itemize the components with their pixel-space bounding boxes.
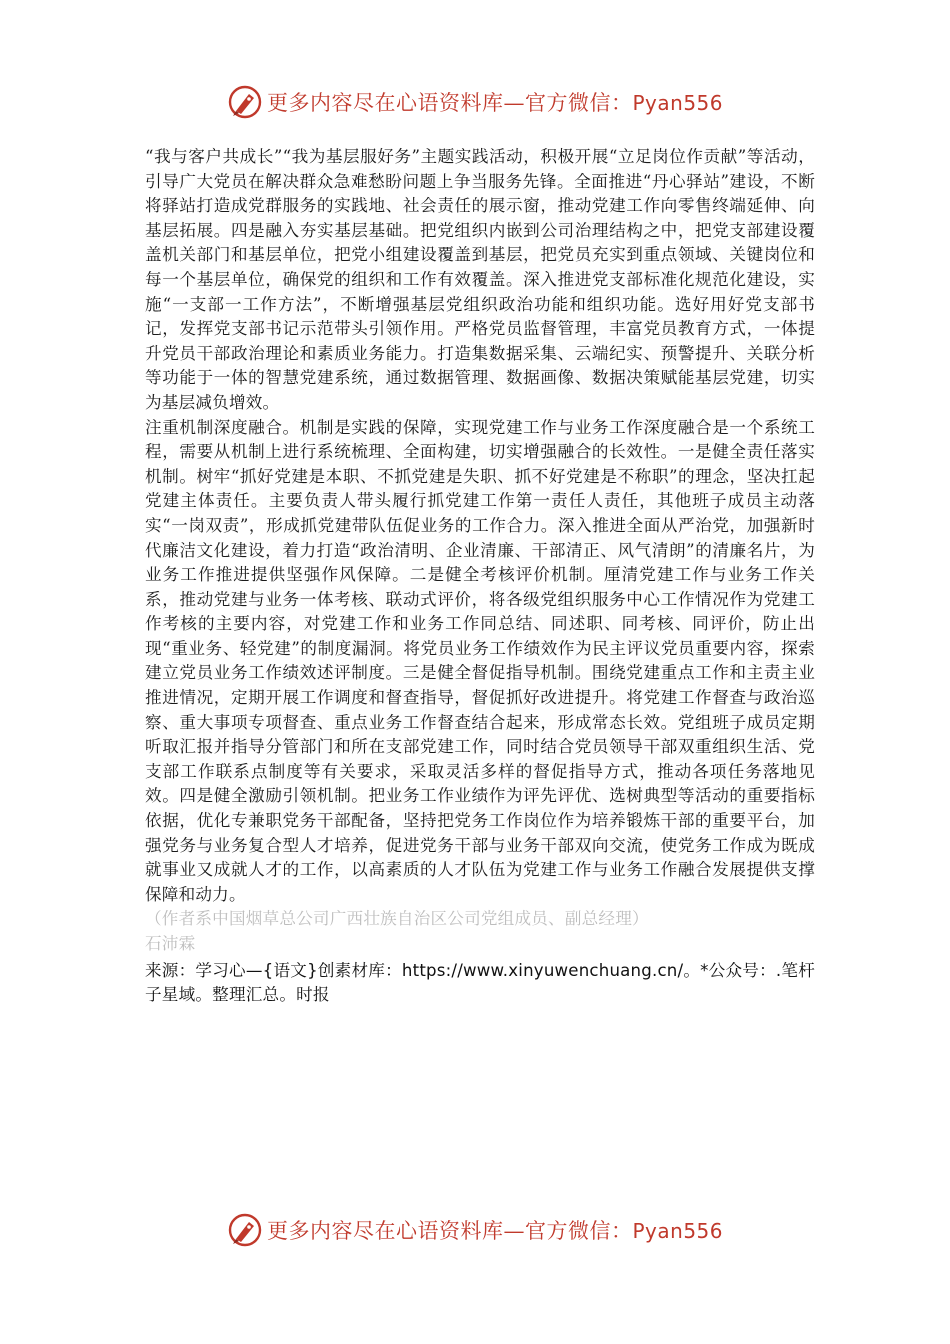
footer-banner-inner <box>227 1212 723 1248</box>
source-line: 来源：学习心—{语文}创素材库：https://www.xinyuwenchuang.cn/。*公众号：.笔杆子星域。整理汇总。时报 <box>145 960 815 1005</box>
paragraph-2: 注重机制深度融合。机制是实践的保障，实现党建工作与业务工作深度融合是一个系统工程，需要从机制上进行系统梳理、全面构建，切实增强融合的长效性。一是健全责任落实机制。树牢“抓好党建是本职、不抓党建是失职、抓不好党建是不称职”的理念，坚决扛起党建主体责任。主要负责人带头履行抓党建工作第一责任人责任，其他班子成员主动落实“一岗双责”，形成抓党建带队伍促业务的工作合力。深入推进全面从严治党，加强新时代廉洁文化建设，着力打造“政治清明、企业清廉、干部清正、风气清朗”的清廉名片，为业务工作推进提供坚强作风保障。二是健全考核评价机制。厘清党建工作与业务工作关系，推动党建与业务一体考核、联动式评价，将各级党组织服务中心工作情况作为党建工作考核的主要内容，对党建工作和业务工作同总结、同述职、同考核、同评价，防止出现“重业务、轻党建”的制度漏洞。将党员业务工作绩效作为民主评议党员重要内容，探索建立党员业务工作绩效述评制度。三是健全督促指导机制。围绕党建重点工作和主责主业推进情况，定期开展工作调度和督查指导，督促抓好改进提升。将党建工作督查与政治巡察、重大事项专项督查、重点业务工作督查结合起来，形成常态长效。党组班子成员定期听取汇报并指导分管部门和所在支部党建工作，同时结合党员领导干部双重组织生活、党支部工作联系点制度等有关要求，采取灵活多样的督促指导方式，推动各项任务落地见效。四是健全激励引领机制。把业务工作业绩作为评先评优、选树典型等活动的重要指标依据，优化专兼职党务干部配备，坚持把党务工作岗位作为培养锻炼干部的重要平台，加强党务与业务复合型人才培养，促进党务干部与业务干部双向交流，使党务工作成为既成就事业又成就人才的工作，以高素质的人才队伍为党建工作与业务工作融合发展提供支撑保障和动力。 <box>145 417 815 904</box>
banner-account: Pyan556 <box>632 91 723 115</box>
banner-prefix: 更多内容尽在心语资料库—官方微信： <box>266 91 633 115</box>
author-name: 石沛霖 <box>145 934 196 953</box>
pen-nib-logo-icon <box>227 1212 263 1248</box>
author-note: （作者系中国烟草总公司广西壮族自治区公司党组成员、副总经理） <box>145 909 649 929</box>
banner-account: Pyan556 <box>632 1219 723 1243</box>
banner-prefix: 更多内容尽在心语资料库—官方微信： <box>266 1219 633 1243</box>
footer-banner-text <box>267 1215 723 1245</box>
article-body <box>145 145 815 1008</box>
footer-banner <box>0 1210 950 1250</box>
header-banner <box>0 82 950 122</box>
paragraph-1: “我与客户共成长”“我为基层服好务”主题实践活动，积极开展“立足岗位作贡献”等活动，引导广大党员在解决群众急难愁盼问题上争当服务先锋。全面推进“丹心驿站”建设，不断将驿站打造成党群服务的实践地、社会责任的展示窗，推动党建工作向零售终端延伸、向基层拓展。四是融入夯实基层基础。把党组织内嵌到公司治理结构之中，把党支部建设覆盖机关部门和基层单位，把党小组建设覆盖到基层，把党员充实到重点领域、关键岗位和每一个基层单位，确保党的组织和工作有效覆盖。深入推进党支部标准化规范化建设，实施“一支部一工作方法”，不断增强基层党组织政治功能和组织功能。选好用好党支部书记，发挥党支部书记示范带头引领作用。严格党员监督管理，丰富党员教育方式，一体提升党员干部政治理论和素质业务能力。打造集数据采集、云端纪实、预警提升、关联分析等功能于一体的智慧党建系统，通过数据管理、数据画像、数据决策赋能基层党建，切实为基层减负增效。 <box>145 147 815 412</box>
header-banner-inner <box>227 84 723 120</box>
pen-nib-logo-icon <box>227 84 263 120</box>
header-banner-text <box>267 87 723 117</box>
